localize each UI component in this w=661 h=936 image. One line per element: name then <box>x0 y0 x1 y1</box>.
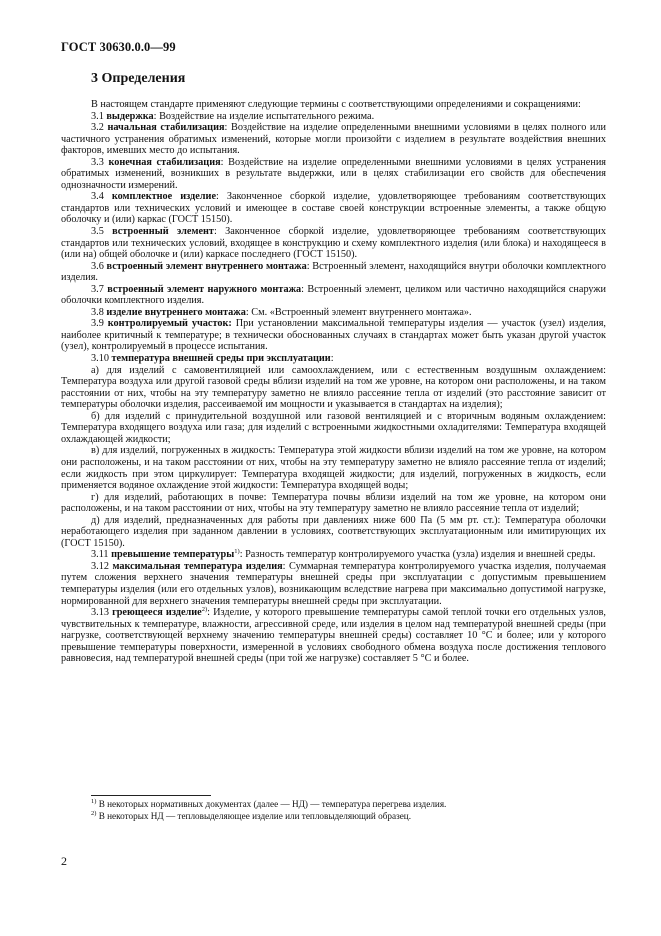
term-3-10-a: а) для изделий с самовентиляцией или самоохлаждением, или с естественным воздушным охлаждением: Температура воздуха или другой газовой среды вблизи изделий на том же уровне, на котором они расположены, и на таком расстоянии от них, чтобы на эту температуру заметно не влияло рассеяние тепла от изделий (это расстояние зависит от температуры оболочки изделия, рассеиваемой им мощности и указывается в стандартах на изделия); <box>61 364 606 411</box>
term-3-6: 3.6 встроенный элемент внутреннего монтажа: Встроенный элемент, находящийся внутри оболочки комплектного изделия. <box>61 260 607 284</box>
footnote-2: $^{2)}$ В некоторых НД — тепловыделяющее изделие или тепловыделяющий образец. <box>91 810 412 821</box>
footnote-divider <box>91 795 211 796</box>
term-3-10-d: г) для изделий, работающих в почве: Температура почвы вблизи изделий на том же уровне, на котором они расположены, и на таком расстоянии от них, чтобы на эту температуру заметно не влияло рассеяние тепла от изделий; <box>61 491 606 515</box>
term-3-10-c: в) для изделий, погруженных в жидкость: Температура этой жидкости вблизи изделий на том же уровне, на котором они расположены, и на таком расстоянии от них, чтобы на эту температуру заметно не влияло рассеяние тепла от изделий; если жидкость при этом циркулирует: Температура входящей жидкости; для изделий, погруженных в жидкость, если применяется водяное охлаждение этой жидкости: Температура входящей воды; <box>61 445 606 492</box>
intro-paragraph: В настоящем стандарте применяют следующие термины с соответствующими определениями и сокращениями: <box>91 99 581 110</box>
term-3-10: 3.10 температура внешней среды при эксплуатации: <box>91 353 334 365</box>
term-3-2: 3.2 начальная стабилизация: Воздействие на изделие определенными внешними условиями в целях полного или частичного устранения обратимых изменений, которые могли произойти с изделием в результате воздействия внешних факторов, имевших место до испытания. <box>61 122 607 157</box>
footnote-ref-1: 1) <box>234 548 240 556</box>
footnote-ref-2: 2) <box>201 606 208 614</box>
term-3-12: 3.12 максимальная температура изделия: Суммарная температура контролируемого участка изделия, получаемая путем сложения верхнего значения температуры внешней среды при эксплуатации с допустимым превышением температуры изделия (или его отдельных узлов), возникающим вследствие нагрева при максимально допустимой нагрузке, нормированной для верхнего значения температуры внешней среды при эксплуатации. <box>61 560 606 607</box>
term-3-1: 3.1 выдержка: Воздействие на изделие испытательного режима. <box>91 110 375 122</box>
term-3-3: 3.3 конечная стабилизация: Воздействие на изделие определенными внешними условиями в целях устранения обратимых изменений, возникших в результате выдержки, или в целях стабилизации его свойств для обеспечения однозначности измерений. <box>61 156 607 191</box>
term-3-7: 3.7 встроенный элемент наружного монтажа: Встроенный элемент, целиком или частично находящийся снаружи оболочки комплектного изделия. <box>61 283 606 307</box>
term-3-10-e: д) для изделий, предназначенных для работы при давлениях ниже 600 Па (5 мм рт. ст.): Температура оболочки неработающего изделия при заданном давлении в условиях, соответствующих эксплуатационным или имитирующих их (ГОСТ 15150). <box>61 514 606 549</box>
term-3-8: 3.8 изделие внутреннего монтажа: См. «Встроенный элемент внутреннего монтажа». <box>91 306 472 318</box>
footnotes <box>61 795 606 822</box>
term-3-13: 3.13 греющееся изделие$^{2)}$: Изделие, у которого превышение температуры самой теплой точки его отдельных узлов, чувствительных к температуре, влажности, агрессивной среде, или изделия в целом над температурой внешней среды (при нагрузке, соответствующей верхнему значению температуры внешней среды) составляет 10 °С и более; или у которого превышение температуры поверхности, измеренной в условиях свободного обмена воздуха после достижения теплового равновесия, над температурой внешней среды (при той же нагрузке) составляет 5 °С и более. <box>61 606 606 665</box>
document-header: ГОСТ 30630.0.0—99 <box>61 40 176 54</box>
term-3-5: 3.5 встроенный элемент: Законченное сборкой изделие, удовлетворяющее требованиям соответствующих стандартов или технических условий, входящее в конструкцию и схему комплектного изделия (или блока) и находящееся в (или на) общей оболочке и (или) каркасе последнего (ГОСТ 15150). <box>61 226 606 261</box>
section-body <box>61 99 606 665</box>
page-number: 2 <box>61 854 67 868</box>
term-3-11: 3.11 превышение температуры$^{1)}$: Разность температур контролируемого участка (узла) изделия и внешней среды. <box>91 548 596 561</box>
section-title: 3 Определения <box>91 71 186 86</box>
footnote-1: $^{1)}$ В некоторых нормативных документах (далее — НД) — температура перегрева изделия. <box>91 798 447 809</box>
term-3-9: 3.9 контролируемый участок: При установлении максимальной температуры изделия — участок (узел) изделия, наиболее критичный к температуре; в технически обоснованных случаях в стандартах может быть указан другой участок (узел), контролируемый в процессе испытания. <box>61 318 606 353</box>
term-3-10-b: б) для изделий с принудительной воздушной или газовой вентиляцией и с вторичным водяным охлаждением: Температура входящего воздуха или газа; для изделий с встроенными жидкостными охладителями: Температура входящей охлаждающей жидкости; <box>61 410 606 445</box>
term-3-4: 3.4 комплектное изделие: Законченное сборкой изделие, удовлетворяющее требованиям соответствующих стандартов или технических условий и имеющее в составе своей конструкции встроенные элементы, а также общую оболочку и (или) каркас (ГОСТ 15150). <box>61 191 607 226</box>
